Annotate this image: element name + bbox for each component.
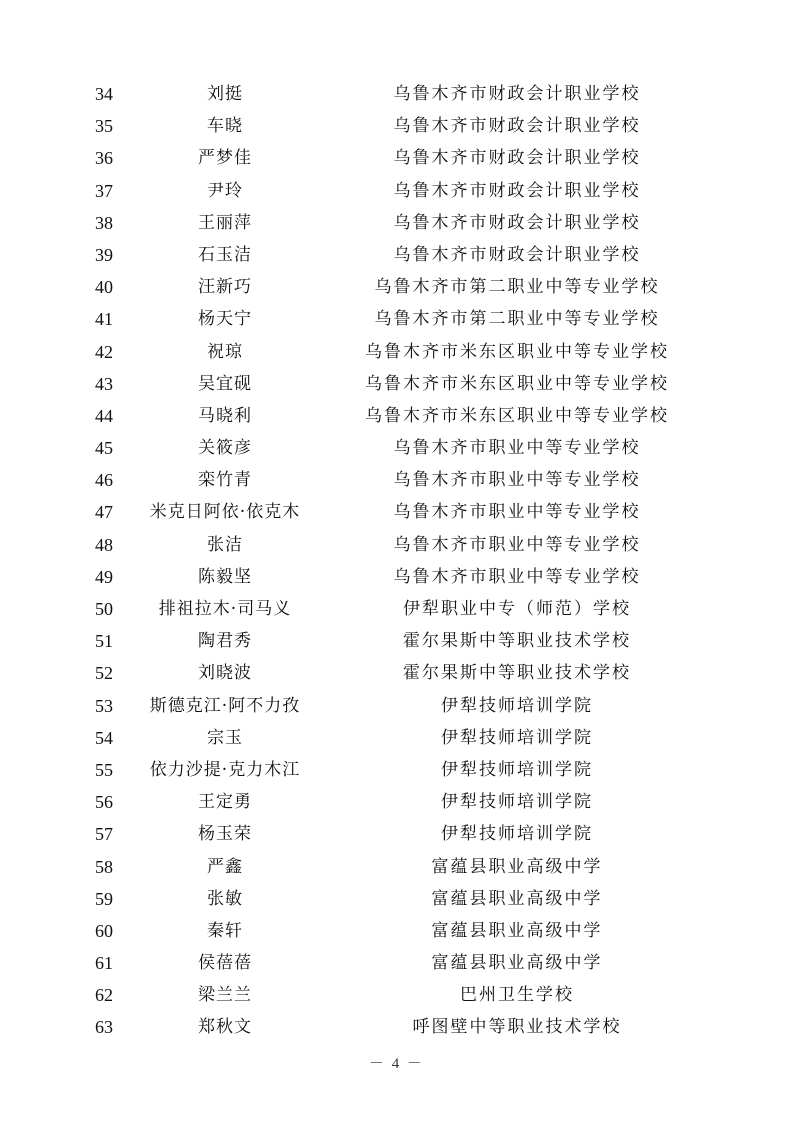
school-name: 乌鲁木齐市米东区职业中等专业学校 bbox=[365, 373, 669, 394]
school-name: 伊犁职业中专（师范）学校 bbox=[403, 599, 631, 619]
list-item bbox=[0, 786, 793, 818]
person-name: 斯德克江·阿不力孜 bbox=[149, 695, 301, 716]
row-number: 46 bbox=[95, 470, 113, 491]
row-number: 47 bbox=[95, 502, 113, 523]
list-item bbox=[0, 722, 793, 754]
person-name: 陶君秀 bbox=[198, 631, 252, 652]
row-number: 37 bbox=[95, 180, 113, 201]
person-name: 张洁 bbox=[207, 534, 243, 555]
list-item bbox=[0, 432, 793, 464]
school-name: 伊犁技师培训学院 bbox=[441, 824, 593, 845]
person-name: 严鑫 bbox=[207, 856, 243, 877]
school-name: 乌鲁木齐市米东区职业中等专业学校 bbox=[365, 405, 669, 426]
school-name: 巴州卫生学校 bbox=[460, 985, 574, 1006]
list-item bbox=[0, 175, 793, 207]
row-number: 41 bbox=[95, 309, 113, 330]
school-name: 伊犁技师培训学院 bbox=[441, 695, 593, 716]
person-name: 依力沙提·克力木江 bbox=[149, 759, 301, 780]
row-number: 43 bbox=[95, 373, 113, 394]
row-number: 62 bbox=[95, 985, 113, 1006]
school-name: 乌鲁木齐市财政会计职业学校 bbox=[393, 180, 641, 201]
person-name: 米克日阿依·依克木 bbox=[149, 502, 301, 523]
list-item bbox=[0, 110, 793, 142]
row-number: 40 bbox=[95, 277, 113, 298]
row-number: 57 bbox=[95, 824, 113, 845]
list-item bbox=[0, 883, 793, 915]
school-name: 伊犁技师培训学院 bbox=[441, 727, 593, 748]
row-number: 48 bbox=[95, 534, 113, 555]
person-name: 王丽萍 bbox=[198, 212, 252, 233]
list-item bbox=[0, 947, 793, 979]
school-name: 富蕴县职业高级中学 bbox=[431, 888, 603, 909]
row-number: 58 bbox=[95, 856, 113, 877]
list-item bbox=[0, 625, 793, 657]
row-number: 36 bbox=[95, 148, 113, 169]
list-item bbox=[0, 78, 793, 110]
school-name: 乌鲁木齐市职业中等专业学校 bbox=[393, 534, 641, 555]
school-name: 乌鲁木齐市职业中等专业学校 bbox=[393, 438, 641, 459]
row-number: 61 bbox=[95, 953, 113, 974]
school-name: 伊犁技师培训学院 bbox=[441, 759, 593, 780]
school-name: 乌鲁木齐市第二职业中等专业学校 bbox=[374, 277, 660, 298]
list-item bbox=[0, 1011, 793, 1043]
list-item bbox=[0, 818, 793, 850]
row-number: 54 bbox=[95, 727, 113, 748]
list-item bbox=[0, 754, 793, 786]
person-name: 梁兰兰 bbox=[198, 985, 252, 1006]
roster-list bbox=[0, 78, 793, 1044]
person-name: 刘晓波 bbox=[198, 663, 252, 684]
row-number: 51 bbox=[95, 631, 113, 652]
row-number: 56 bbox=[95, 792, 113, 813]
list-item bbox=[0, 271, 793, 303]
person-name: 栾竹青 bbox=[198, 470, 252, 491]
school-name: 乌鲁木齐市财政会计职业学校 bbox=[393, 84, 641, 104]
list-item bbox=[0, 690, 793, 722]
school-name: 霍尔果斯中等职业技术学校 bbox=[403, 663, 631, 684]
person-name: 车晓 bbox=[207, 116, 243, 137]
person-name: 严梦佳 bbox=[198, 148, 252, 169]
person-name: 吴宜砚 bbox=[198, 373, 252, 394]
person-name: 关筱彦 bbox=[198, 438, 252, 459]
person-name: 排祖拉木·司马义 bbox=[158, 599, 292, 619]
person-name: 王定勇 bbox=[198, 792, 252, 813]
school-name: 乌鲁木齐市米东区职业中等专业学校 bbox=[365, 341, 669, 362]
person-name: 宗玉 bbox=[207, 727, 243, 748]
row-number: 59 bbox=[95, 888, 113, 909]
list-item bbox=[0, 207, 793, 239]
list-item bbox=[0, 368, 793, 400]
list-item bbox=[0, 915, 793, 947]
list-item bbox=[0, 851, 793, 883]
school-name: 霍尔果斯中等职业技术学校 bbox=[403, 631, 631, 652]
school-name: 乌鲁木齐市财政会计职业学校 bbox=[393, 212, 641, 233]
school-name: 乌鲁木齐市财政会计职业学校 bbox=[393, 244, 641, 265]
school-name: 乌鲁木齐市第二职业中等专业学校 bbox=[374, 309, 660, 330]
school-name: 乌鲁木齐市职业中等专业学校 bbox=[393, 470, 641, 491]
row-number: 34 bbox=[95, 84, 113, 104]
person-name: 祝琼 bbox=[207, 341, 243, 362]
person-name: 张敏 bbox=[207, 888, 243, 909]
list-item bbox=[0, 464, 793, 496]
list-item bbox=[0, 239, 793, 271]
person-name: 秦轩 bbox=[207, 920, 243, 941]
row-number: 60 bbox=[95, 920, 113, 941]
list-item bbox=[0, 657, 793, 689]
list-item bbox=[0, 303, 793, 335]
person-name: 陈毅坚 bbox=[198, 566, 252, 587]
list-item bbox=[0, 979, 793, 1011]
row-number: 49 bbox=[95, 566, 113, 587]
row-number: 38 bbox=[95, 212, 113, 233]
row-number: 42 bbox=[95, 341, 113, 362]
school-name: 乌鲁木齐市职业中等专业学校 bbox=[393, 502, 641, 523]
school-name: 乌鲁木齐市财政会计职业学校 bbox=[393, 148, 641, 169]
person-name: 侯蓓蓓 bbox=[198, 953, 252, 974]
list-item bbox=[0, 529, 793, 561]
school-name: 富蕴县职业高级中学 bbox=[431, 953, 603, 974]
row-number: 55 bbox=[95, 759, 113, 780]
row-number: 63 bbox=[95, 1017, 113, 1038]
person-name: 马晓利 bbox=[198, 405, 252, 426]
school-name: 乌鲁木齐市职业中等专业学校 bbox=[393, 566, 641, 587]
person-name: 杨天宁 bbox=[198, 309, 252, 330]
school-name: 乌鲁木齐市财政会计职业学校 bbox=[393, 116, 641, 137]
row-number: 52 bbox=[95, 663, 113, 684]
row-number: 44 bbox=[95, 405, 113, 426]
person-name: 石玉洁 bbox=[198, 244, 252, 265]
row-number: 50 bbox=[95, 599, 113, 619]
page-number: － 4 － bbox=[368, 1056, 424, 1072]
person-name: 尹玲 bbox=[207, 180, 243, 201]
person-name: 汪新巧 bbox=[198, 277, 252, 298]
list-item bbox=[0, 142, 793, 174]
school-name: 伊犁技师培训学院 bbox=[441, 792, 593, 813]
person-name: 杨玉荣 bbox=[198, 824, 252, 845]
list-item bbox=[0, 496, 793, 528]
row-number: 45 bbox=[95, 438, 113, 459]
school-name: 呼图壁中等职业技术学校 bbox=[412, 1017, 622, 1038]
list-item bbox=[0, 593, 793, 625]
row-number: 53 bbox=[95, 695, 113, 716]
list-item bbox=[0, 336, 793, 368]
person-name: 郑秋文 bbox=[198, 1017, 252, 1038]
person-name: 刘挺 bbox=[207, 84, 243, 104]
school-name: 富蕴县职业高级中学 bbox=[431, 920, 603, 941]
school-name: 富蕴县职业高级中学 bbox=[431, 856, 603, 877]
row-number: 35 bbox=[95, 116, 113, 137]
list-item bbox=[0, 561, 793, 593]
list-item bbox=[0, 400, 793, 432]
row-number: 39 bbox=[95, 244, 113, 265]
